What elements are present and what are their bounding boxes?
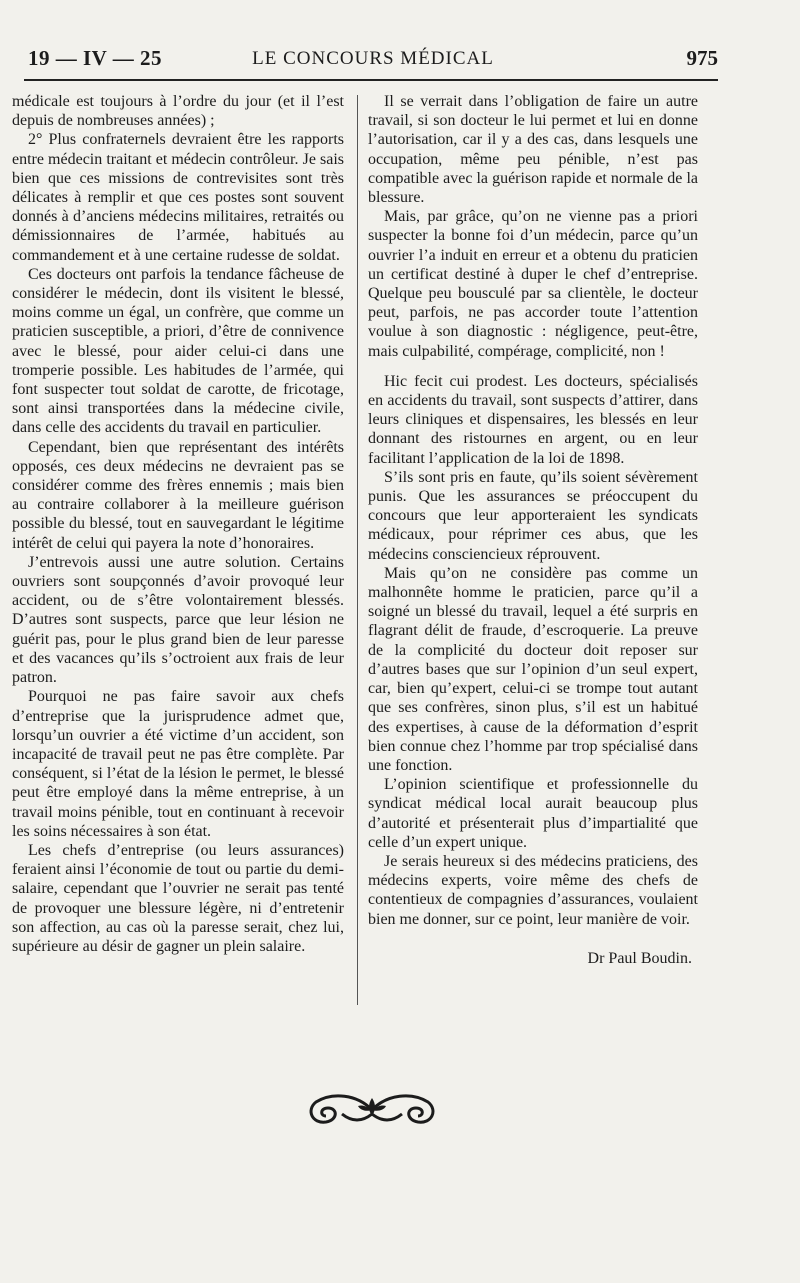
paragraph: Mais, par grâce, qu’on ne vienne pas a priori suspecter la bonne foi d’un médecin, parce qu’un ouvrier l’a induit en erreur et a obtenu du praticien un certificat destiné à duper le chef d’entreprise. Quelque peu bousculé par sa clientèle, le docteur peut, parfois, ne pas accorder toute l’attention voulue à son diagnostic : négligence, peut-être, mais culpabilité, compérage, complicité, non ! xyxy=(368,208,698,360)
page-header xyxy=(28,46,718,76)
journal-title: LE CONCOURS MÉDICAL xyxy=(252,48,494,69)
author-signature: Dr Paul Boudin. xyxy=(587,949,692,967)
column-divider xyxy=(357,95,358,1005)
paragraph: Pourquoi ne pas faire savoir aux chefs d’entreprise que la jurisprudence admet que, lorsqu’un ouvrier a été victime d’un accident, son incapacité de travail peut ne pas être complète. Par conséquent, si l’état de la lésion le permet, le blessé peut être employé dans la même entreprise, à un travail moins pénible, tout en continuant à recevoir les soins nécessaires à son état. xyxy=(12,688,344,840)
paragraph: Les chefs d’entreprise (ou leurs assurances) feraient ainsi l’économie de tout ou partie du demi-salaire, cependant que l’ouvrier ne serait pas tenté de provoquer une blessure légère, ni d’entretenir son affection, au cas où la paresse serait, chez lui, supérieure au désir de gagner un plein salaire. xyxy=(12,841,344,955)
paragraph: Ces docteurs ont parfois la tendance fâcheuse de considérer le médecin, dont ils visitent le blessé, moins comme un égal, un confrère, que comme un praticien susceptible, a priori, d’être de connivence avec le blessé, pour aider celui-ci dans une tromperie possible. Les habitudes de l’armée, qui font suspecter tout soldat de carotte, de fricotage, sont ainsi transportées dans la médecine civile, dans celle des accidents du travail en particulier. xyxy=(12,265,344,437)
paragraph: Cependant, bien que représentant des intérêts opposés, ces deux médecins ne devraient pas se considérer comme des frères ennemis ; mais bien au contraire collaborer à la meilleure guérison possible du blessé, tout en sauvegardant le légitime intérêt de celui qui payera la note d’honoraires. xyxy=(12,438,344,552)
paragraph: Hic fecit cui prodest. Les docteurs, spécialisés en accidents du travail, sont suspects d’attirer, dans leurs cliniques et dispensaires, les blessés en leur donnant des ristournes en argent, ou en leur facilitant l’application de la loi de 1898. xyxy=(368,372,698,467)
paragraph: L’opinion scientifique et professionnelle du syndicat médical local aurait beaucoup plus d’autorité et présenterait plus d’impartialité que celle d’un expert unique. xyxy=(368,776,698,851)
paragraph: Il se verrait dans l’obligation de faire un autre travail, si son docteur le lui permet et lui en donne l’autorisation, car il y a des cas, dans lesquels une occupation, même peu pénible, n’est pas compatible avec la guérison rapide et normale de la blessure. xyxy=(368,93,698,207)
issue-date: 19 — IV — 25 xyxy=(28,46,162,70)
right-column xyxy=(368,92,698,968)
left-column xyxy=(12,92,344,956)
paragraph: Mais qu’on ne considère pas comme un malhonnête homme le praticien, parce qu’il a soigné un blessé du travail, lequel a été surpris en flagrant délit de fraude, d’escroquerie. La preuve de la complicité du docteur doit reposer sur d’autres bases que sur l’opinion d’un seul expert, car, bien qu’expert, celui-ci se trompe tout autant que ses confrères, sinon plus, s’il est un habitué des expertises, à cause de la déformation d’esprit bien connue chez l’homme par trop spécialisé dans une fonction. xyxy=(368,564,698,774)
paragraph: J’entrevois aussi une autre solution. Certains ouvriers sont soupçonnés d’avoir provoqué leur accident, ou de s’être volontairement blessés. D’autres sont suspects, parce que leur lésion ne guérit pas, pour le plus grand bien de leur paresse et des vacances qu’ils s’octroient aux frais de leur patron. xyxy=(12,553,344,687)
header-rule xyxy=(24,79,718,81)
paragraph: S’ils sont pris en faute, qu’ils soient sévèrement punis. Que les assurances se préoccupent du concours que leur apporteraient les syndicats médicaux, pour réprimer ces abus, que les médecins consciencieux réprouvent. xyxy=(368,468,698,563)
paragraph: 2° Plus confraternels devraient être les rapports entre médecin traitant et médecin contrôleur. Je sais bien que ces missions de contrevisites sont très délicates à remplir et que ces postes sont souvent donnés à d’anciens médecins militaires, retraités ou démissionnaires de l’armée, habitués au commandement et à une certaine rudesse de soldat. xyxy=(12,131,344,264)
paragraph: Je serais heureux si des médecins praticiens, des médecins experts, voire même des chefs de contentieux de compagnies d’assurances, voulaient bien me donner, sur ce point, leur manière de voir. xyxy=(368,852,698,928)
page-number: 975 xyxy=(686,46,718,70)
paragraph: médicale est toujours à l’ordre du jour (et il l’est depuis de nombreuses années) ; xyxy=(12,93,344,130)
ornament-icon xyxy=(302,1088,442,1132)
